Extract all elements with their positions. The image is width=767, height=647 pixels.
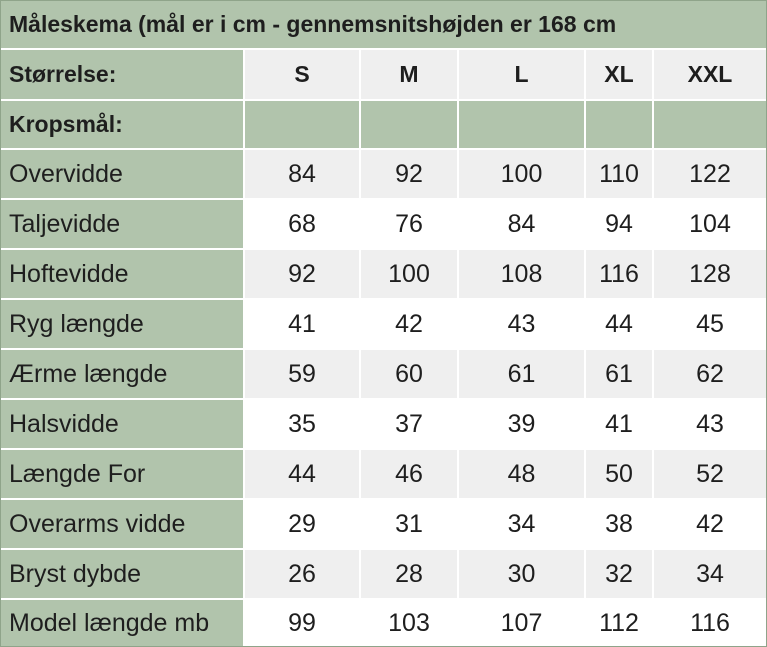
table-row [1,299,766,349]
size-header-xxl: XXL [653,50,766,100]
measurement-value: 32 [585,549,653,599]
measurement-value: 60 [360,349,458,399]
table-row [1,199,766,249]
measurement-value: 99 [244,599,360,646]
measurement-value: 52 [653,449,766,499]
header-row [1,50,766,100]
measurement-value: 45 [653,299,766,349]
measurement-value: 103 [360,599,458,646]
measurement-value: 62 [653,349,766,399]
section-cell [585,100,653,149]
measurement-value: 30 [458,549,585,599]
table-row [1,249,766,299]
measurement-value: 34 [458,499,585,549]
size-header-l: L [458,50,585,100]
measurement-value: 94 [585,199,653,249]
measurement-label: Bryst dybde [1,549,244,599]
measurement-value: 44 [585,299,653,349]
measurement-value: 104 [653,199,766,249]
measurement-value: 39 [458,399,585,449]
measurement-value: 100 [458,149,585,199]
size-table [1,50,766,646]
section-row [1,100,766,149]
table-row [1,399,766,449]
table-row [1,349,766,399]
measurement-value: 35 [244,399,360,449]
measurement-value: 61 [458,349,585,399]
section-cell [244,100,360,149]
table-row [1,449,766,499]
measurement-value: 38 [585,499,653,549]
measurement-value: 42 [360,299,458,349]
measurement-value: 46 [360,449,458,499]
measurement-value: 43 [458,299,585,349]
measurement-label: Model længde mb [1,599,244,646]
measurement-value: 116 [585,249,653,299]
measurement-value: 41 [585,399,653,449]
measurement-value: 34 [653,549,766,599]
size-header-s: S [244,50,360,100]
measurement-value: 48 [458,449,585,499]
measurement-value: 76 [360,199,458,249]
size-header-label: Størrelse: [1,50,244,100]
table-row [1,599,766,646]
measurement-value: 44 [244,449,360,499]
measurement-label: Ryg længde [1,299,244,349]
section-cell [653,100,766,149]
measurement-value: 107 [458,599,585,646]
measurement-value: 128 [653,249,766,299]
table-row [1,149,766,199]
section-cell [458,100,585,149]
measurement-value: 84 [244,149,360,199]
measurement-value: 84 [458,199,585,249]
measurement-value: 61 [585,349,653,399]
measurement-label: Overarms vidde [1,499,244,549]
measurement-value: 50 [585,449,653,499]
size-header-xl: XL [585,50,653,100]
measurement-value: 100 [360,249,458,299]
measurement-value: 43 [653,399,766,449]
measurement-label: Halsvidde [1,399,244,449]
measurement-value: 116 [653,599,766,646]
measurement-value: 37 [360,399,458,449]
measurement-label: Taljevidde [1,199,244,249]
table-body [1,50,766,646]
size-header-m: M [360,50,458,100]
measurement-value: 110 [585,149,653,199]
measurement-value: 41 [244,299,360,349]
measurement-value: 59 [244,349,360,399]
measurement-value: 92 [360,149,458,199]
measurement-label: Længde For [1,449,244,499]
measurement-label: Ærme længde [1,349,244,399]
section-label: Kropsmål: [1,100,244,149]
measurement-label: Overvidde [1,149,244,199]
measurement-value: 122 [653,149,766,199]
chart-title: Måleskema (mål er i cm - gennemsnitshøjden er 168 cm [1,1,766,50]
measurement-value: 92 [244,249,360,299]
measurement-value: 31 [360,499,458,549]
table-row [1,549,766,599]
measurement-value: 42 [653,499,766,549]
measurement-value: 29 [244,499,360,549]
measurement-value: 26 [244,549,360,599]
table-row [1,499,766,549]
measurement-value: 28 [360,549,458,599]
measurement-value: 108 [458,249,585,299]
measurement-value: 112 [585,599,653,646]
measurement-value: 68 [244,199,360,249]
section-cell [360,100,458,149]
measurement-label: Hoftevidde [1,249,244,299]
